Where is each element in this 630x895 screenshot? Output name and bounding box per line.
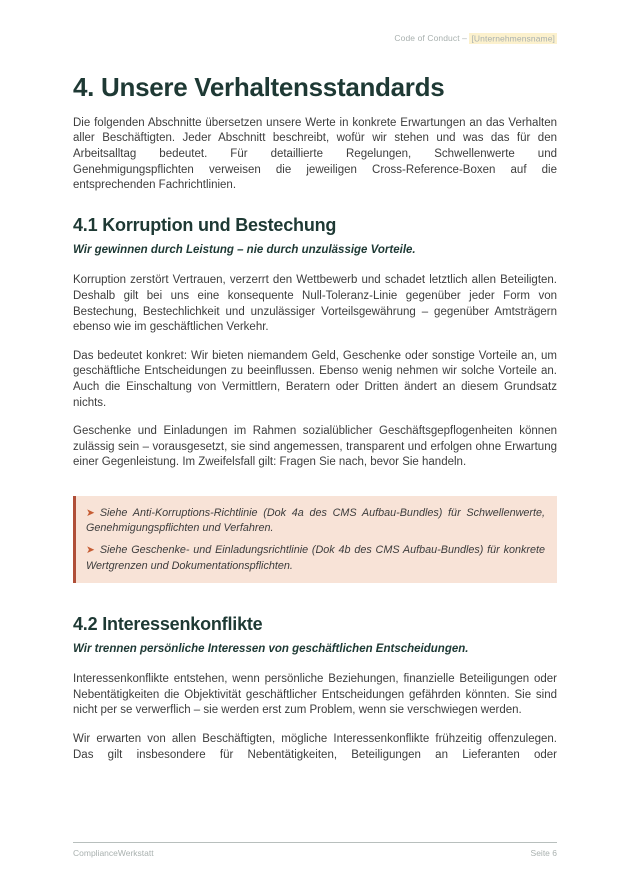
section-4-1-heading: 4.1 Korruption und Bestechung (73, 214, 337, 235)
page-number: Seite 6 (530, 848, 557, 858)
section-4-1-paragraph-1: Korruption zerstört Vertrauen, verzerrt den Wettbewerb und schadet letztlich allen Beteiligten. Deshalb gilt bei uns eine konsequente Null-Toleranz-Linie gegenüber jeder Form von Bestechung, Bestechlichkeit und unzulässiger Vorteilsgewährung – gegenüber Amtsträgern ebenso wie im geschäftlichen Verkehr. (73, 274, 557, 334)
section-4-2-paragraph-1: Interessenkonflikte entstehen, wenn persönliche Beziehungen, finanzielle Beteiligungen oder Nebentätigkeiten die Objektivität geschäftlicher Entscheidungen gefährden könnten. Sie sind nicht per se verwerflich – sie werden erst zum Problem, wenn sie verschwiegen werden. (73, 673, 557, 717)
section-4-1-paragraph-2: Das bedeutet konkret: Wir bieten niemandem Geld, Geschenke oder sonstige Vorteile an, um geschäftliche Entscheidungen zu beeinflussen. Ebenso wenig nehmen wir solche Vorteile an. Auch die Einschaltung von Vermittlern, Beratern oder Dritten ändert an diesem Grundsatz nichts. (73, 349, 557, 409)
reference-text: Siehe Anti-Korruptions-Richtlinie (Dok 4a des CMS Aufbau-Bundles) für Schwellenwerte, Genehmigungspflichten und Verfahren. (86, 506, 545, 535)
arrow-right-icon: ➤ (86, 506, 95, 519)
reference-text: Siehe Geschenke- und Einladungsrichtlinie (Dok 4b des CMS Aufbau-Bundles) für konkrete Wertgrenzen und Dokumentationspflichten. (86, 544, 545, 572)
section-4-2-paragraph-2: Wir erwarten von allen Beschäftigten, mögliche Interessenkonflikte frühzeitig offenzulegen. Das gilt insbesondere für Nebentätigkeiten, Beteiligungen an Lieferanten oder (73, 733, 557, 761)
page-header (73, 0, 557, 43)
page-title: 4. Unsere Verhaltensstandards (73, 72, 445, 102)
document-page (73, 0, 557, 763)
intro-paragraph: Die folgenden Abschnitte übersetzen unsere Werte in konkrete Erwartungen an das Verhalten aller Beschäftigten. Jeder Abschnitt beschreibt, wofür wir stehen und was das für den Arbeitsalltag bedeutet. Für detaillierte Regelungen, Schwellenwerte und Genehmigungspflichten verweisen die jeweiligen Cross-Reference-Boxen auf die entsprechenden Fachrichtlinien. (73, 116, 557, 192)
section-4-2-heading: 4.2 Interessenkonflikte (73, 613, 263, 634)
cross-reference-box (73, 496, 557, 583)
footer-brand: ComplianceWerkstatt (73, 848, 154, 858)
reference-item (86, 543, 545, 573)
page-footer (73, 842, 557, 858)
arrow-right-icon: ➤ (86, 544, 95, 557)
section-4-1-paragraph-3: Geschenke und Einladungen im Rahmen sozialüblicher Geschäftsgepflogenheiten können zulässig sein – vorausgesetzt, sie sind angemessen, transparent und erfolgen ohne Erwartung einer Gegenleistung. Im Zweifelsfall gilt: Fragen Sie nach, bevor Sie handeln. (73, 425, 557, 469)
section-4-2-subtitle: Wir trennen persönliche Interessen von geschäftlichen Entscheidungen. (73, 643, 469, 656)
company-name-placeholder: [Unternehmensname] (471, 33, 555, 43)
header-doc-title: Code of Conduct – (394, 33, 470, 43)
section-4-1-subtitle: Wir gewinnen durch Leistung – nie durch unzulässige Vorteile. (73, 244, 416, 257)
reference-item (86, 506, 545, 536)
